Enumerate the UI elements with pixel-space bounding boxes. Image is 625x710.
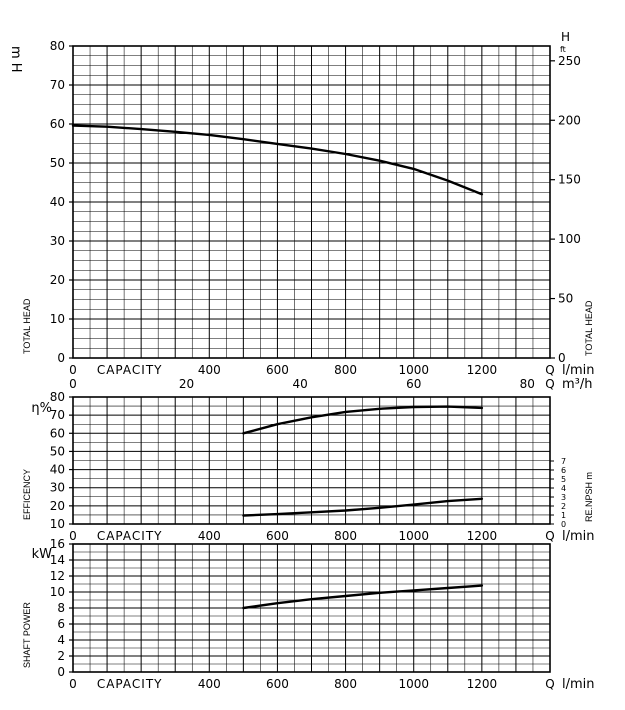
x-tick-label: 0 [69, 363, 77, 377]
x2-tick-label: 0 [69, 377, 77, 391]
y-tick-label: 50 [49, 156, 65, 170]
y-tick-label: 10 [49, 585, 65, 599]
y2-axis-unit-symbol: H [561, 30, 571, 44]
x-tick-label: 600 [265, 363, 289, 377]
y2-axis-unit: ft [560, 45, 566, 54]
y-axis-title: SHAFT POWER [22, 602, 32, 668]
y-axis-title: EFFICENCY [22, 468, 32, 520]
x-tick-label: 0 [69, 677, 77, 691]
y2-tick-label: 5 [561, 475, 567, 484]
x-axis-unit: l/min [562, 677, 595, 692]
y-tick-label: 6 [57, 617, 65, 631]
y-tick-label: 60 [49, 426, 65, 441]
x-tick-label: 1200 [466, 677, 498, 691]
y-tick-label: 40 [49, 462, 65, 477]
y2-tick-label: 250 [558, 53, 581, 68]
x2-axis-unit: m³/h [562, 377, 593, 392]
x-tick-label: 1000 [398, 363, 429, 377]
x-tick-label: 400 [197, 677, 221, 691]
y-tick-label: 10 [49, 517, 65, 531]
x-tick-label: 600 [265, 529, 289, 543]
y-tick-label: 14 [49, 553, 65, 567]
x2-tick-label: 60 [406, 377, 422, 391]
x-tick-label: 800 [334, 677, 358, 691]
y2-axis-title: TOTAL HEAD [584, 300, 594, 356]
y-tick-label: 20 [49, 498, 65, 513]
y2-tick-label: 200 [558, 113, 581, 128]
grid-layer [73, 46, 550, 672]
x-tick-label: 800 [334, 529, 358, 543]
y-axis-unit: m H [8, 46, 23, 73]
y2-tick-label: 0 [561, 520, 567, 529]
x2-axis-variable: Q [545, 377, 555, 391]
x-tick-label: 1200 [466, 529, 498, 543]
x-axis-unit: l/min [562, 363, 595, 378]
y2-tick-label: 50 [558, 291, 574, 306]
x-axis-unit: l/min [562, 529, 595, 544]
y-tick-label: 80 [49, 39, 65, 53]
y2-tick-label: 150 [558, 172, 581, 187]
y-tick-label: 50 [49, 444, 65, 459]
y2-tick-label: 6 [561, 466, 567, 475]
y-axis-unit: kW [31, 547, 52, 562]
y-axis-unit: η% [31, 401, 52, 416]
x-tick-label: 1000 [398, 677, 429, 691]
x-tick-label: 1000 [398, 529, 429, 543]
y-tick-label: 70 [49, 78, 65, 92]
y2-tick-label: 3 [561, 493, 567, 502]
y-tick-label: 16 [49, 537, 65, 551]
x-tick-label: 0 [69, 529, 77, 543]
y2-tick-label: 0 [558, 351, 566, 365]
y-tick-label: 20 [49, 273, 65, 287]
x-axis-variable: Q [545, 529, 555, 543]
x2-tick-label: 40 [292, 377, 308, 391]
y-tick-label: 10 [49, 312, 65, 326]
y-tick-label: 30 [49, 234, 65, 248]
x-tick-label: 400 [197, 529, 221, 543]
y-tick-label: 80 [49, 390, 65, 404]
x-tick-label: 1200 [466, 363, 498, 377]
x-tick-label: 800 [334, 363, 358, 377]
x2-tick-label: 80 [519, 377, 535, 391]
y2-tick-label: 4 [561, 484, 567, 493]
x-axis-label: CAPACITY [96, 363, 163, 377]
x-tick-label: 400 [197, 363, 221, 377]
y-tick-label: 0 [57, 665, 65, 679]
y-tick-label: 70 [49, 408, 65, 423]
y2-tick-label: 1 [561, 511, 567, 520]
x-axis-label: CAPACITY [96, 529, 163, 543]
y-tick-label: 4 [57, 633, 65, 647]
y-tick-label: 12 [49, 569, 65, 583]
y2-tick-label: 2 [561, 502, 567, 511]
x-tick-label: 600 [265, 677, 289, 691]
y-tick-label: 0 [57, 351, 65, 365]
y-tick-label: 40 [49, 195, 65, 209]
y-axis-title: TOTAL HEAD [22, 298, 32, 354]
y2-axis-title: RE.NPSH m [584, 471, 594, 522]
x2-tick-label: 20 [178, 377, 195, 391]
y-tick-label: 8 [57, 601, 65, 615]
y-tick-label: 60 [49, 117, 65, 131]
x-axis-label: CAPACITY [96, 677, 163, 691]
x-axis-variable: Q [545, 677, 555, 691]
y2-tick-label: 100 [558, 232, 581, 247]
text-layer [8, 30, 595, 692]
y2-tick-label: 7 [561, 457, 567, 466]
y-tick-label: 2 [57, 649, 65, 663]
y-tick-label: 30 [49, 480, 65, 495]
x-axis-variable: Q [545, 363, 555, 377]
